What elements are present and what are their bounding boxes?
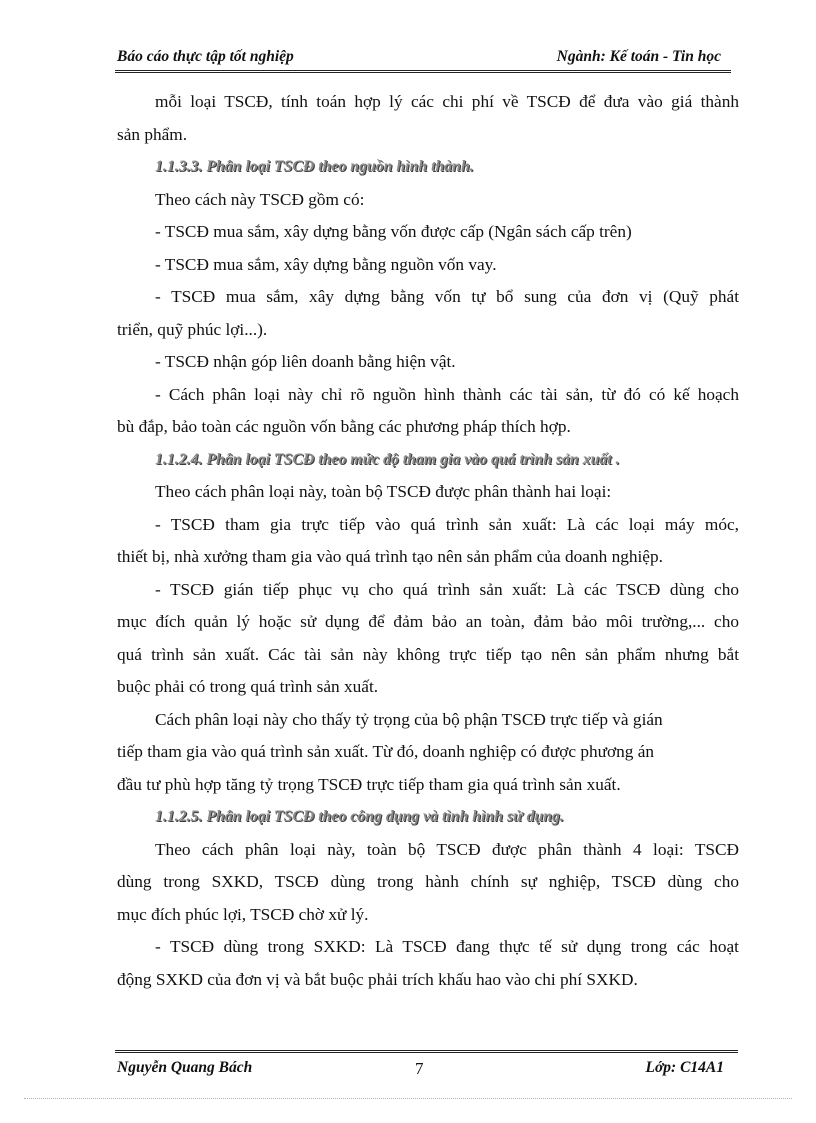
list-item-line: quá trình sản xuất. Các tài sản này không trực tiếp tạo nên sản phẩm nhưng bắt	[117, 644, 739, 664]
list-item-line: - TSCĐ gián tiếp phục vụ cho quá trình sản xuất: Là các TSCĐ dùng cho	[155, 579, 739, 599]
list-item: - TSCĐ mua sắm, xây dựng bằng nguồn vốn vay.	[155, 254, 497, 274]
list-item-line: triển, quỹ phúc lợi...).	[117, 319, 268, 339]
list-item-line: mục đích quản lý hoặc sử dụng để đảm bảo an toàn, đảm bảo môi trường,... cho	[117, 612, 739, 631]
paragraph: Theo cách này TSCĐ gồm có:	[155, 189, 365, 209]
section-heading: 1.1.3.3. Phân loại TSCĐ theo nguồn hình thành.	[155, 158, 474, 175]
list-item: - TSCĐ nhận góp liên doanh bằng hiện vật.	[155, 352, 456, 371]
list-item-line: - TSCĐ mua sắm, xây dựng bằng vốn tự bổ sung của đơn vị (Quỹ phát	[155, 287, 739, 306]
paragraph-line: Cách phân loại này cho thấy tỷ trọng của bộ phận TSCĐ trực tiếp và gián	[155, 709, 663, 729]
list-item: - TSCĐ mua sắm, xây dựng bằng vốn được cấp (Ngân sách cấp trên)	[155, 222, 632, 241]
section-heading: 1.1.2.5. Phân loại TSCĐ theo công dụng và tình hình sử dụng.	[155, 808, 564, 825]
paragraph-line: dùng trong SXKD, TSCĐ dùng trong hành chính sự nghiệp, TSCĐ dùng cho	[117, 872, 739, 891]
footer-author: Nguyễn Quang Bách	[117, 1059, 253, 1076]
paragraph-line: mỗi loại TSCĐ, tính toán hợp lý các chi phí về TSCĐ để đưa vào giá thành	[155, 92, 739, 111]
page-footer	[115, 1050, 738, 1077]
paragraph-line: mục đích phúc lợi, TSCĐ chờ xử lý.	[117, 904, 369, 924]
header-report-title: Báo cáo thực tập tốt nghiệp	[117, 48, 294, 65]
paragraph-line: đầu tư phù hợp tăng tỷ trọng TSCĐ trực tiếp tham gia quá trình sản xuất.	[117, 774, 621, 794]
paragraph-line: sản phẩm.	[117, 124, 188, 144]
list-item-line: buộc phải có trong quá trình sản xuất.	[117, 677, 379, 696]
list-item-line: - Cách phân loại này chỉ rõ nguồn hình thành các tài sản, từ đó có kế hoạch	[155, 384, 739, 404]
header-major: Ngành: Kế toán - Tin học	[556, 48, 721, 65]
list-item-line: thiết bị, nhà xưởng tham gia vào quá trình tạo nên sản phẩm của doanh nghiệp.	[117, 547, 663, 566]
list-item-line: - TSCĐ tham gia trực tiếp vào quá trình sản xuất: Là các loại máy móc,	[155, 514, 739, 534]
paragraph: Theo cách phân loại này, toàn bộ TSCĐ được phân thành hai loại:	[155, 482, 612, 501]
page-bottom-divider	[24, 1098, 792, 1099]
page-header	[115, 46, 731, 73]
list-item-line: bù đắp, bảo toàn các nguồn vốn bằng các phương pháp thích hợp.	[117, 417, 571, 436]
paragraph-line: Theo cách phân loại này, toàn bộ TSCĐ được phân thành 4 loại: TSCĐ	[155, 839, 739, 859]
list-item-line: động SXKD của đơn vị và bắt buộc phải trích khấu hao vào chi phí SXKD.	[117, 969, 638, 989]
list-item-line: - TSCĐ dùng trong SXKD: Là TSCĐ đang thực tế sử dụng trong các hoạt	[155, 937, 739, 956]
document-body	[117, 86, 739, 996]
paragraph-line: tiếp tham gia vào quá trình sản xuất. Từ đó, doanh nghiệp có được phương án	[117, 742, 655, 761]
section-heading: 1.1.2.4. Phân loại TSCĐ theo mức độ tham gia vào quá trình sản xuất .	[155, 450, 620, 468]
page-number: 7	[415, 1059, 424, 1078]
footer-class: Lớp: C14A1	[645, 1059, 724, 1076]
